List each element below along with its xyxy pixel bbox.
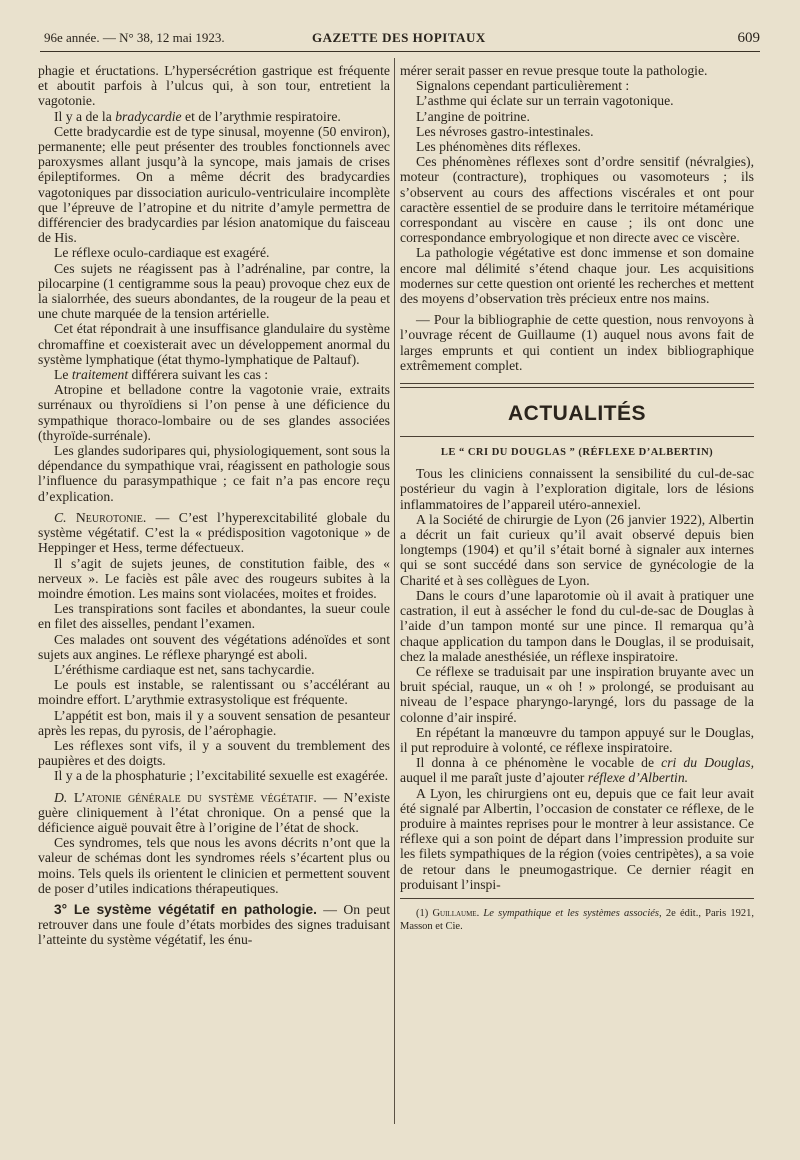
- footnote-rule: [400, 898, 754, 899]
- paragraph: Le traitement différera suivant les cas :: [54, 367, 269, 383]
- article-title: LE “ CRI DU DOUGLAS ” (RÉFLEXE D’ALBERTIN): [440, 447, 714, 459]
- page-number: 609: [737, 30, 760, 46]
- paragraph: A la Société de chirurgie de Lyon (26 janvier 1922), Albertin a décrit un fait curieux qu’il avait observé depuis bien longtemps (1904) et qu’il s’était borné à signaler aux internes qui se sont succédé dans son service de gynécologie de la Charité et à ses collègues de Lyon.: [400, 511, 754, 588]
- paragraph: Dans le cours d’une laparotomie où il avait à pratiquer une castration, il eut à assécher le fond du cul-de-sac de Douglas à l’aide d’un tampon monté sur une pince. Il remarqua qu’à chaque application du tampon dans le Douglas, il se produisait, chez la malade anesthésiée, un réflexe inspiratoire.: [400, 587, 754, 664]
- paragraph: Les transpirations sont faciles et abondantes, la sueur coule en filet des aisselles, pendant l’examen.: [38, 601, 390, 632]
- paragraph: L’appétit est bon, mais il y a souvent sensation de pesanteur après les repas, du pyrosis, de l’aérophagie.: [38, 707, 390, 738]
- column-divider: [394, 58, 395, 1124]
- list-item: Les phénomènes dits réflexes.: [416, 139, 581, 155]
- paragraph: En répétant la manœuvre du tampon appuyé sur le Douglas, il put reproduire à volonté, ce réflexe inspiratoire.: [400, 724, 754, 755]
- title-rule: [400, 436, 754, 437]
- paragraph: Signalons cependant particulièrement :: [416, 78, 630, 94]
- header-rule: [40, 51, 760, 52]
- paragraph: Les glandes sudoripares qui, physiologiquement, sont sous la dépendance du sympathique vrai, réagissent en pathologie sous l’influence du parasympathique ; ce fait n’a pas encore reçu d’explication.: [38, 443, 390, 504]
- paragraph: Les réflexes sont vifs, il y a souvent du tremblement des paupières et des doigts.: [38, 737, 390, 769]
- right-column: [400, 63, 754, 933]
- paragraph: Il s’agit de sujets jeunes, de constitution faible, des « nerveux ». Le faciès est pâle avec des rougeurs subites à la moindre émotion. Les mains sont violacées, moites et froides.: [38, 555, 390, 601]
- section-rule: [400, 383, 754, 388]
- paragraph: Cette bradycardie est de type sinusal, moyenne (50 environ), permanente; elle peut présenter des troubles fonctionnels avec paroxysmes allant jusqu’à la syncope, mais jamais de crises épileptiformes. On a même décrit des bradycardies vagotoniques par dissociation auriculo-ventriculaire incomplète que l’épreuve de l’atropine et du nitrite d’amyle permettra de différencier des bradycardies par lésion anatomique du faisceau de His.: [38, 123, 390, 246]
- paragraph: A Lyon, les chirurgiens ont eu, depuis que ce fait leur avait été signalé par Albertin, l’occasion de constater ce réflexe, de le produire à maintes reprises pour le montrer à leur assistance. Ce réflexe qui a son point de départ dans l’impression produite sur les filets sympathiques de la région (voies centripètes), a sa voie de retour dans le pneumogastrique. Ce dernier réagit en produisant l’inspi-: [400, 785, 754, 892]
- paragraph: Tous les cliniciens connaissent la sensibilité du cul-de-sac postérieur du vagin à l’exploration digitale, lors de lésions inflammatoires de l’appareil utéro-annexiel.: [400, 466, 754, 512]
- section-paragraph: 3° Le système végétatif en pathologie. — On peut retrouver dans une foule d’états morbides des signes traduisant l’atteinte du système végétatif, les énu-: [38, 901, 390, 948]
- paragraph: Il y a de la bradycardie et de l’arythmie respiratoire.: [54, 108, 341, 124]
- section-heading: 3° Le système végétatif en pathologie.: [54, 901, 317, 917]
- paragraph: Ces syndromes, tels que nous les avons décrits n’ont que la valeur de schémas dont les syndromes réels s’écartent plus ou moins. Tels quels ils orientent le clinicien et permettent souvent de poser d’utiles indications thérapeutiques.: [38, 835, 390, 896]
- paragraph: mérer serait passer en revue presque toute la pathologie.: [400, 63, 708, 78]
- paragraph: Atropine et belladone contre la vagotonie vraie, extraits surrénaux ou thyroïdiens si l’on pense à une déficience du sympathique thoraco-lombaire ou de ses glandes associées (thyroïde-surrénale).: [38, 382, 390, 443]
- list-item: L’asthme qui éclate sur un terrain vagotonique.: [416, 93, 674, 109]
- paragraph: Ce réflexe se traduisait par une inspiration bruyante avec un bruit spécial, rauque, un « oh ! » prolongé, se produisant au niveau de l’espace pharyngo-laryngé, lors du passage de la colonne d’air inspiré.: [400, 663, 754, 725]
- journal-title: GAZETTE DES HOPITAUX: [312, 30, 486, 45]
- section-title: ACTUALITÉS: [508, 402, 646, 426]
- paragraph: Cet état répondrait à une insuffisance glandulaire du système chromaffine et coexisterait avec un développement anormal du système lymphatique (état thymo-lymphatique de Paltauf).: [38, 321, 390, 367]
- paragraph: C. Neurotonie. — C’est l’hyperexcitabilité globale du système végétatif. C’est la « prédisposition vagotonique » de Heppinger et Hess, terme défectueux.: [38, 509, 390, 556]
- paragraph: Ces phénomènes réflexes sont d’ordre sensitif (névralgies), moteur (contracture), trophiques ou vasomoteurs ; ils s’observent au cours des affections viscérales et ont pour caractère essentiel de se produire dans le territoire métamérique correspondant au viscère en cause ; ils ont donc une correspondance embryologique et non directe avec ce viscère.: [400, 154, 754, 246]
- paragraph: Ces malades ont souvent des végétations adénoïdes et sont sujets aux angines. Le réflexe pharyngé est aboli.: [38, 631, 390, 662]
- paragraph: Le réflexe oculo-cardiaque est exagéré.: [54, 245, 270, 261]
- list-item: Les névroses gastro-intestinales.: [416, 123, 594, 139]
- paragraph: L’éréthisme cardiaque est net, sans tachycardie.: [54, 661, 315, 677]
- paragraph: Le pouls est instable, se ralentissant ou s’accélérant au moindre effort. L’arythmie extrasystolique est fréquente.: [38, 677, 390, 708]
- footnote: (1) Guillaume. Le sympathique et les systèmes associés, 2e édit., Paris 1921, Masson et Cie.: [400, 907, 754, 932]
- paragraph: La pathologie végétative est donc immense et son domaine encore mal délimité s’étend chaque jour. Les acquisitions modernes sur cette question ont orienté les recherches et mettent des moyens d’observation très précieux entre nos mains.: [400, 245, 754, 307]
- paragraph: Il donna à ce phénomène le vocable de cri du Douglas, auquel il me paraît juste d’ajouter réflexe d’Albertin.: [400, 755, 755, 786]
- paragraph: Ces sujets ne réagissent pas à l’adrénaline, par contre, la pilocarpine (1 centigramme sous la peau) provoque chez eux de la sialorrhée, des sueurs abondantes, de la rougeur de la peau et une chute marquée de la tension artérielle.: [38, 260, 390, 322]
- running-header: [44, 28, 760, 50]
- left-column: [38, 63, 390, 948]
- paragraph: phagie et éructations. L’hypersécrétion gastrique est fréquente et aboutit parfois à l’ulcus qui, à son tour, entretient la vagotonie.: [38, 63, 390, 109]
- paragraph: Il y a de la phosphaturie ; l’excitabilité sexuelle est exagérée.: [54, 768, 389, 784]
- issue-info: 96e année. — N° 38, 12 mai 1923.: [44, 30, 225, 45]
- paragraph: — Pour la bibliographie de cette question, nous renvoyons à l’ouvrage récent de Guillaume (1) auquel nous avons fait de larges emprunts et qui contient un index bibliographique extrêmement complet.: [400, 312, 754, 373]
- paragraph: D. L’atonie générale du système végétatif. — N’existe guère cliniquement à l’état chronique. On a pensé que la déficience aiguë pouvait être à l’origine de l’état de shock.: [38, 789, 390, 835]
- list-item: L’angine de poitrine.: [416, 108, 530, 124]
